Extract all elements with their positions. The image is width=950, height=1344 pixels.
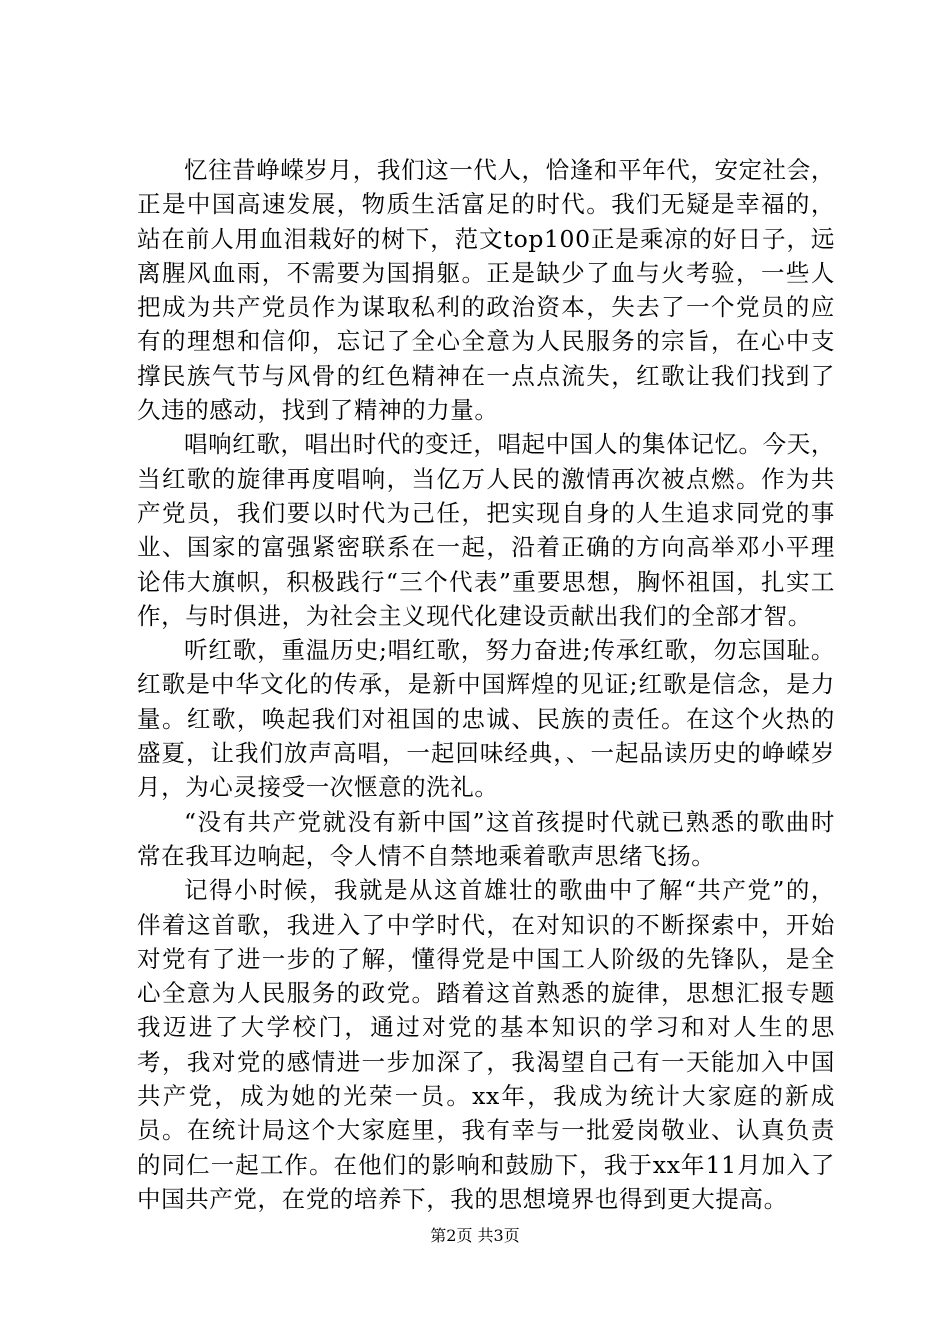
- paragraph: 记得小时候，我就是从这首雄壮的歌曲中了解“共产党”的，伴着这首歌，我进入了中学时代，在对知识的不断探索中，开始对党有了进一步的了解，懂得党是中国工人阶级的先锋队，是全心全意为人民服务的政党。踏着这首熟悉的旋律，思想汇报专题我迈进了大学校门，通过对党的基本知识的学习和对人生的思考，我对党的感情进一步加深了，我渴望自己有一天能加入中国共产党，成为她的光荣一员。xx年，我成为统计大家庭的新成员。在统计局这个大家庭里，我有幸与一批爱岗敬业、认真负责的同仁一起工作。在他们的影响和鼓励下，我于xx年11月加入了中国共产党，在党的培养下，我的思想境界也得到更大提高。: [137, 876, 835, 1213]
- paragraph: 忆往昔峥嵘岁月，我们这一代人，恰逢和平年代，安定社会，正是中国高速发展，物质生活富足的时代。我们无疑是幸福的，站在前人用血泪栽好的树下，范文top100正是乘凉的好日子，远离腥风血雨，不需要为国捐躯。正是缺少了血与火考验，一些人把成为共产党员作为谋取私利的政治资本，失去了一个党员的应有的理想和信仰，忘记了全心全意为人民服务的宗旨，在心中支撑民族气节与风骨的红色精神在一点点流失，红歌让我们找到了久违的感动，找到了精神的力量。: [137, 156, 835, 425]
- paragraph: 听红歌，重温历史;唱红歌，努力奋进;传承红歌，勿忘国耻。红歌是中华文化的传承，是新中国辉煌的见证;红歌是信念，是力量。红歌，唤起我们对祖国的忠诚、民族的责任。在这个火热的盛夏，让我们放声高唱，一起回味经典，、一起品读历史的峥嵘岁月，为心灵接受一次惬意的洗礼。: [137, 636, 835, 802]
- document-body: [137, 153, 835, 1216]
- page-number-footer: 第2页 共3页: [430, 1226, 520, 1245]
- paragraph: 唱响红歌，唱出时代的变迁，唱起中国人的集体记忆。今天，当红歌的旋律再度唱响，当亿万人民的激情再次被点燃。作为共产党员，我们要以时代为己任，把实现自身的人生追求同党的事业、国家的富强紧密联系在一起，沿着正确的方向高举邓小平理论伟大旗帜，积极践行“三个代表”重要思想，胸怀祖国，扎实工作，与时俱进，为社会主义现代化建设贡献出我们的全部才智。: [137, 430, 835, 630]
- paragraph: “没有共产党就没有新中国”这首孩提时代就已熟悉的歌曲时常在我耳边响起，令人情不自禁地乘着歌声思绪飞扬。: [137, 807, 835, 870]
